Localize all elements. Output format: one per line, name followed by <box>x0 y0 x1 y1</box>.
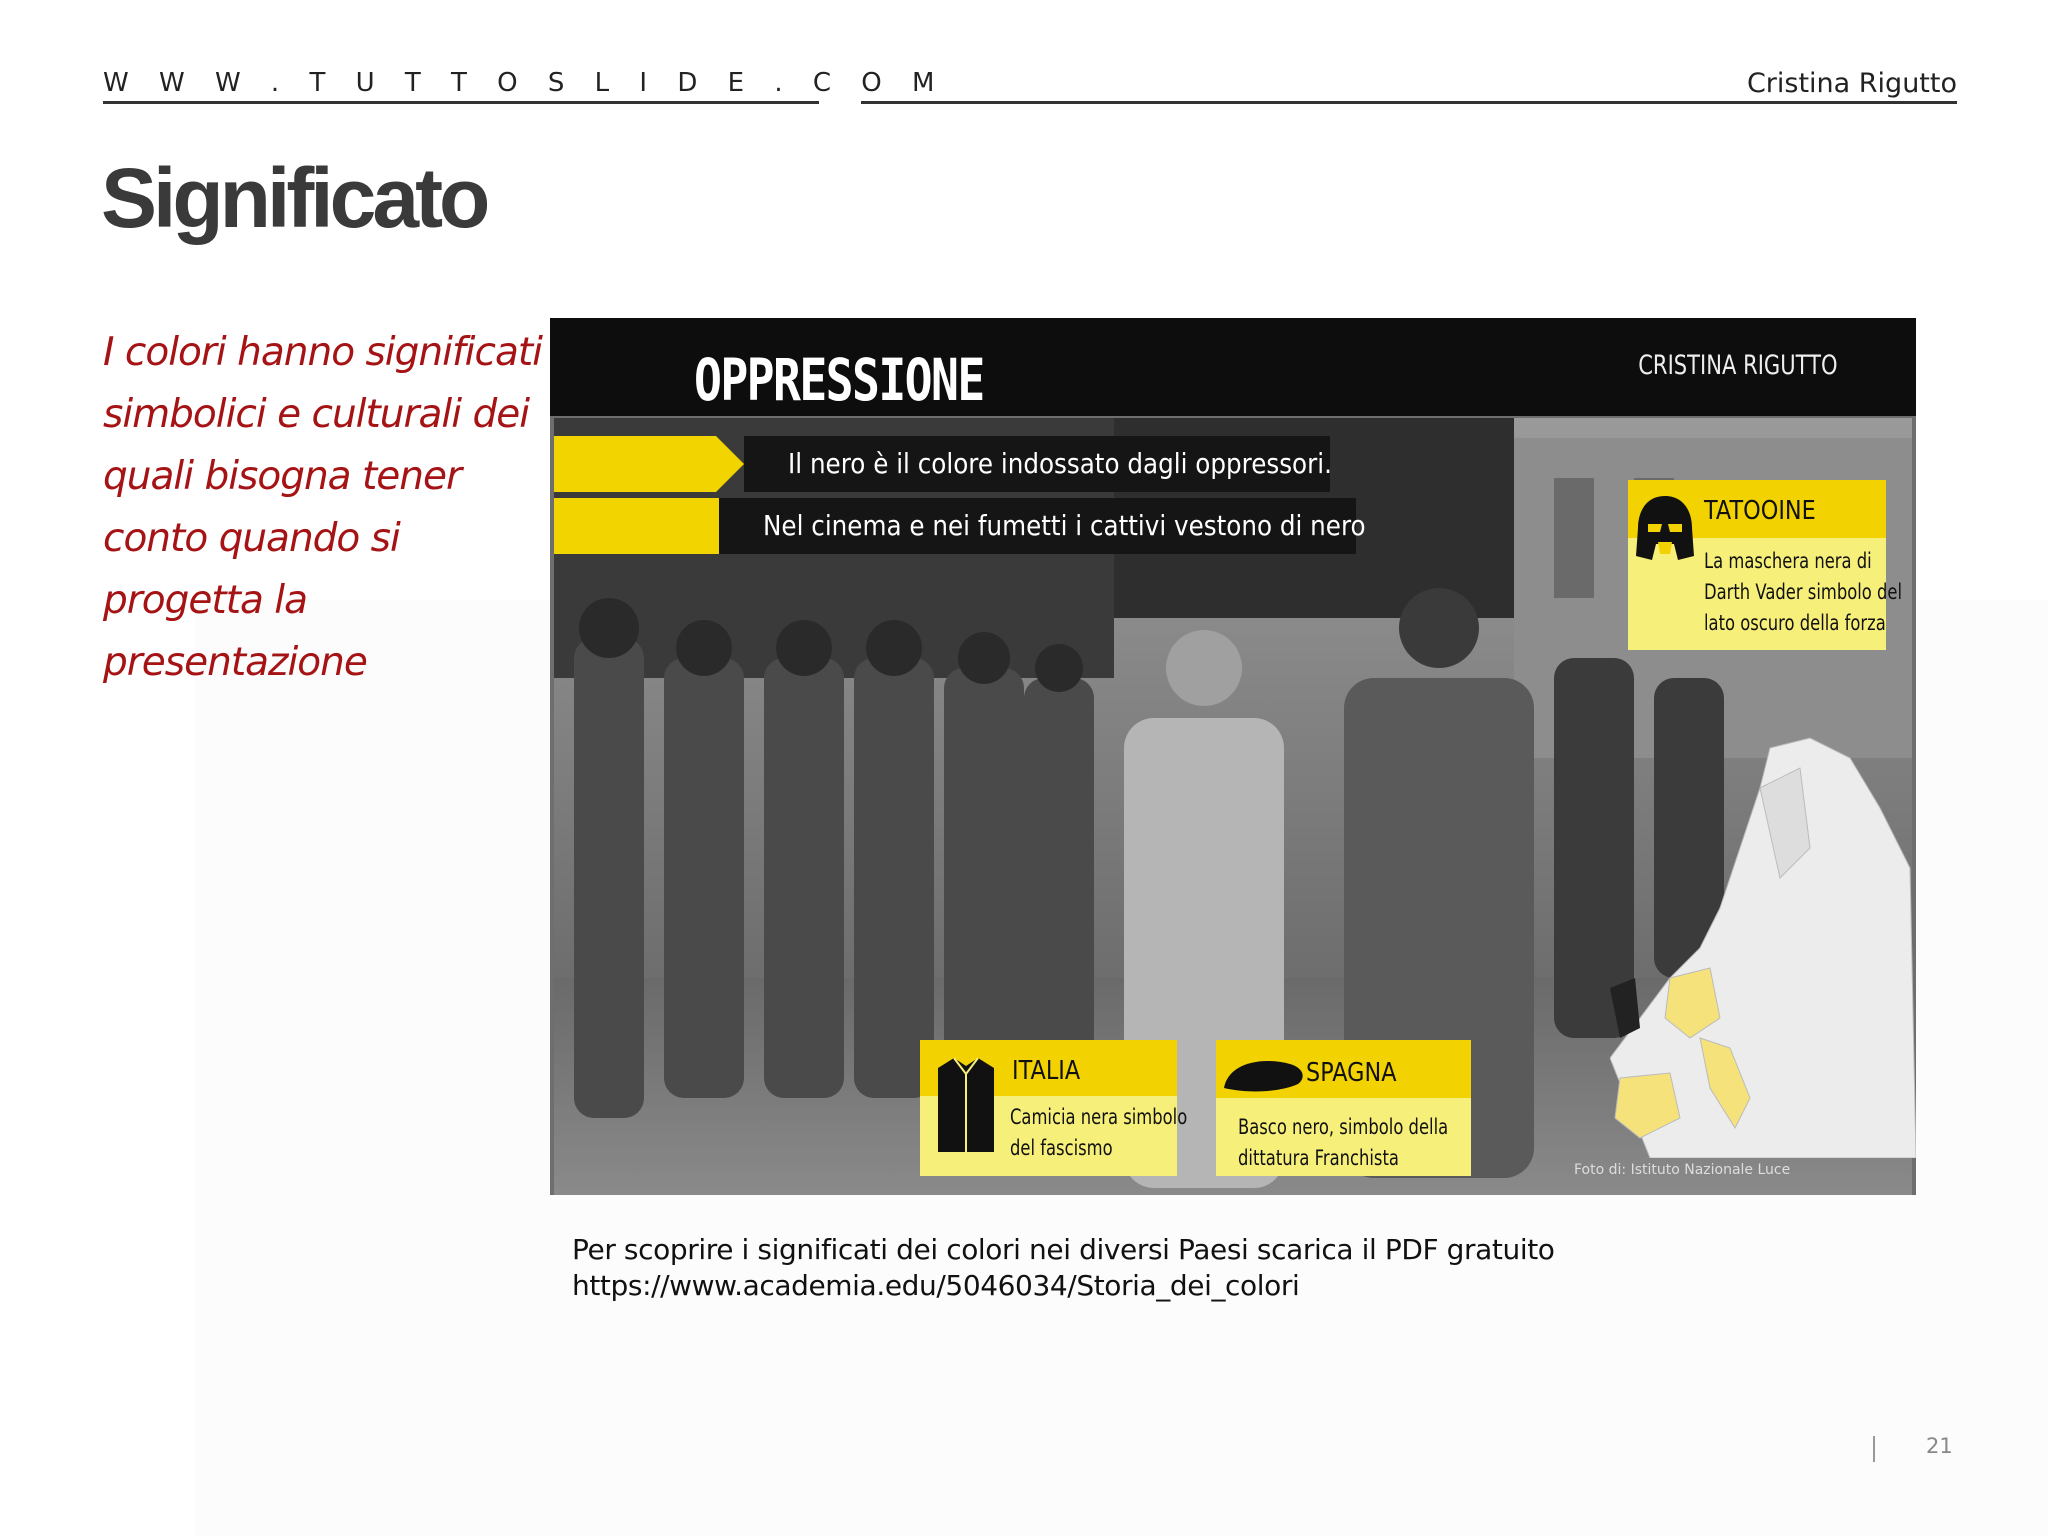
page-number: 21 <box>1926 1434 1953 1458</box>
spagna-box <box>1216 1040 1471 1176</box>
site-url: W W W . T U T T O S L I D E . C O M <box>103 68 946 98</box>
slide-title: Significato <box>101 151 487 245</box>
black-shirt-icon <box>936 1054 996 1154</box>
tatooine-heading: TATOOINE <box>1704 496 1816 526</box>
spagna-heading: SPAGNA <box>1306 1058 1397 1088</box>
europe-map <box>1610 728 1916 1158</box>
tatooine-text: La maschera nera di Darth Vader simbolo del lato oscuro della forza <box>1704 549 1903 635</box>
banner-label: Il nero è il colore indossato dagli oppressori. <box>744 436 1330 492</box>
darth-vader-helmet-icon <box>1634 494 1696 564</box>
header-rule-left <box>103 101 819 104</box>
banner-label: Nel cinema e nei fumetti i cattivi vestono di nero <box>719 498 1356 554</box>
caption-line: Per scoprire i significati dei colori nei diversi Paesi scarica il PDF gratuito <box>572 1233 1555 1266</box>
embedded-slide-title: OPPRESSIONE <box>694 346 984 414</box>
italia-text: Camicia nera simbolo del fascismo <box>1010 1105 1188 1160</box>
italia-box <box>920 1040 1188 1176</box>
banner-arrow <box>554 498 734 554</box>
intro-text: I colori hanno significati simbolici e culturali dei quali bisogna tener conto quando si progetta la presentazione <box>103 330 542 685</box>
caption-link[interactable]: https://www.academia.edu/5046034/Storia_dei_colori <box>572 1269 1300 1302</box>
photo-credit: Foto di: Istituto Nazionale Luce <box>1574 1162 1791 1178</box>
footer-separator <box>1873 1436 1875 1462</box>
header-rule-right <box>861 101 1957 104</box>
spagna-text: Basco nero, simbolo della dittatura Franchista <box>1238 1115 1449 1170</box>
beret-icon <box>1220 1054 1306 1094</box>
embedded-slide-author: CRISTINA RIGUTTO <box>1638 350 1838 381</box>
caption-text <box>572 1232 1555 1304</box>
banner-arrow <box>554 436 716 492</box>
embedded-slide-image <box>550 318 1916 1195</box>
tatooine-box <box>1628 480 1903 650</box>
author-name: Cristina Rigutto <box>1746 68 1957 99</box>
italia-heading: ITALIA <box>1012 1056 1081 1086</box>
